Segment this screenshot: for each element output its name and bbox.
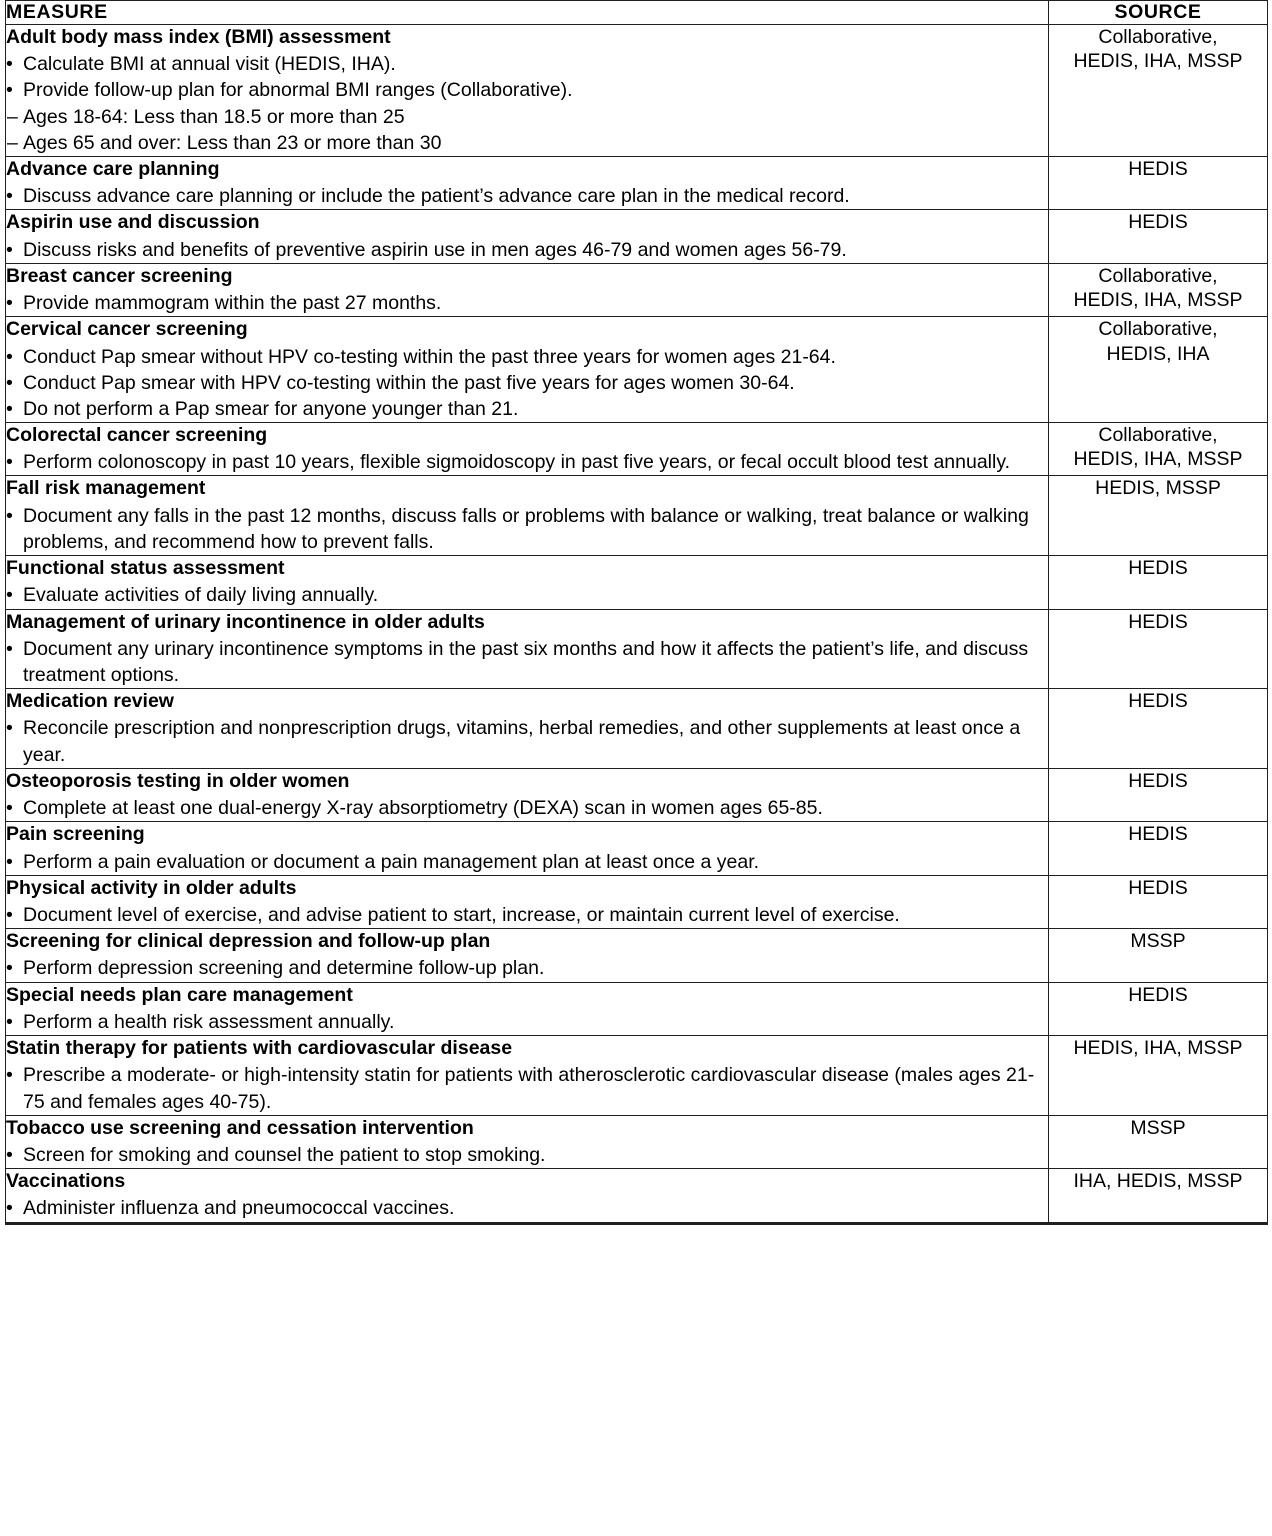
measure-title: Colorectal cancer screening xyxy=(6,423,268,446)
table-header-row xyxy=(6,1,1268,25)
bullet-marker: • xyxy=(6,1143,13,1166)
source-cell xyxy=(1049,263,1268,316)
list-item xyxy=(6,715,1048,767)
list-item xyxy=(6,51,1048,77)
source-cell xyxy=(1049,476,1268,556)
bullet-marker: • xyxy=(6,1197,13,1220)
bullet-marker: • xyxy=(6,903,13,926)
list-item xyxy=(6,1062,1048,1114)
list-item xyxy=(6,902,1048,928)
bullet-marker: • xyxy=(6,451,13,474)
table-row xyxy=(6,768,1268,821)
list-item xyxy=(6,396,1048,422)
table-body xyxy=(6,25,1268,1224)
measure-cell xyxy=(6,982,1049,1035)
measure-detail-list xyxy=(6,290,1048,316)
list-item xyxy=(6,1009,1048,1035)
source-cell xyxy=(1049,317,1268,423)
measure-cell xyxy=(6,768,1049,821)
list-item-text: Provide follow-up plan for abnormal BMI ranges (Collaborative). xyxy=(23,79,573,102)
source-line: HEDIS xyxy=(1128,823,1188,846)
measure-cell xyxy=(6,875,1049,928)
source-line: HEDIS, IHA xyxy=(1106,342,1210,365)
list-item-text: Ages 65 and over: Less than 23 or more than 30 xyxy=(23,131,442,154)
measure-detail-list xyxy=(6,237,1048,263)
measure-title: Medication review xyxy=(6,690,174,713)
measure-detail-list xyxy=(6,1142,1048,1168)
bullet-marker: – xyxy=(7,131,18,154)
source-line: HEDIS xyxy=(1128,690,1188,713)
bullet-marker: • xyxy=(6,717,13,740)
source-line: Collaborative, xyxy=(1098,318,1218,341)
source-cell xyxy=(1049,1169,1268,1223)
measure-cell xyxy=(6,317,1049,423)
bullet-marker: • xyxy=(6,1064,13,1087)
measure-title: Breast cancer screening xyxy=(6,264,233,287)
table-row xyxy=(6,156,1268,209)
measure-cell xyxy=(6,1169,1049,1223)
measure-title: Tobacco use screening and cessation intervention xyxy=(6,1116,474,1139)
list-item-text: Provide mammogram within the past 27 months. xyxy=(23,292,442,315)
measure-detail-list xyxy=(6,1062,1048,1114)
measure-detail-list xyxy=(6,344,1048,422)
source-cell xyxy=(1049,556,1268,609)
measure-title: Special needs plan care management xyxy=(6,983,353,1006)
list-item-text: Calculate BMI at annual visit (HEDIS, IHA). xyxy=(23,53,396,76)
bullet-marker: • xyxy=(6,504,13,527)
source-line: HEDIS, IHA, MSSP xyxy=(1073,1037,1243,1060)
source-line: MSSP xyxy=(1130,1116,1186,1139)
measure-detail-list xyxy=(6,51,1048,156)
measure-title: Vaccinations xyxy=(6,1170,126,1193)
table-row xyxy=(6,609,1268,689)
measure-detail-list xyxy=(6,795,1048,821)
table-row xyxy=(6,556,1268,609)
bullet-marker: • xyxy=(6,371,13,394)
table-row xyxy=(6,982,1268,1035)
source-cell xyxy=(1049,822,1268,875)
table-row xyxy=(6,263,1268,316)
list-item xyxy=(6,449,1048,475)
source-line: Collaborative, xyxy=(1098,26,1218,48)
list-item-text: Perform depression screening and determine follow-up plan. xyxy=(23,957,545,980)
measure-cell xyxy=(6,1115,1049,1168)
list-item-text: Reconcile prescription and nonprescription drugs, vitamins, herbal remedies, and other supplements at least once a year. xyxy=(23,717,1021,766)
bullet-marker: • xyxy=(6,637,13,660)
measure-detail-list xyxy=(6,582,1048,608)
table-row xyxy=(6,875,1268,928)
list-item-text: Prescribe a moderate- or high-intensity statin for patients with atherosclerotic cardiovascular disease (males ages 21-75 and females ages 40-75). xyxy=(23,1064,1035,1113)
table-row xyxy=(6,1115,1268,1168)
source-line: Collaborative, xyxy=(1098,423,1218,446)
bullet-marker: • xyxy=(6,185,13,208)
measure-title: Physical activity in older adults xyxy=(6,876,297,899)
measure-title: Fall risk management xyxy=(6,477,206,500)
table-header xyxy=(6,1,1268,25)
source-line: IHA, HEDIS, MSSP xyxy=(1073,1170,1243,1193)
list-item-text: Do not perform a Pap smear for anyone younger than 21. xyxy=(23,397,519,420)
list-item-text: Perform a health risk assessment annually. xyxy=(23,1010,395,1033)
source-line: HEDIS xyxy=(1128,557,1188,580)
measure-detail-list xyxy=(6,449,1048,475)
list-item xyxy=(6,183,1048,209)
bullet-marker: • xyxy=(6,292,13,315)
bullet-marker: • xyxy=(6,53,13,76)
bullet-marker: • xyxy=(6,79,13,102)
list-item xyxy=(6,849,1048,875)
list-item-text: Administer influenza and pneumococcal vaccines. xyxy=(23,1197,455,1220)
measure-title: Adult body mass index (BMI) assessment xyxy=(6,26,391,48)
list-item-text: Document level of exercise, and advise patient to start, increase, or maintain current level of exercise. xyxy=(23,903,900,926)
bullet-marker: • xyxy=(6,345,13,368)
measure-detail-list xyxy=(6,503,1048,555)
bullet-marker: • xyxy=(6,850,13,873)
measure-cell xyxy=(6,556,1049,609)
measure-title: Cervical cancer screening xyxy=(6,318,248,341)
source-line: Collaborative, xyxy=(1098,264,1218,287)
list-item xyxy=(6,77,1048,103)
bullet-marker: – xyxy=(7,105,18,128)
list-item-text: Document any urinary incontinence symptoms in the past six months and how it affects the patient’s life, and discuss treatment options. xyxy=(23,637,1029,686)
bullet-marker: • xyxy=(6,238,13,261)
bullet-marker: • xyxy=(6,397,13,420)
measure-cell xyxy=(6,422,1049,475)
bullet-marker: • xyxy=(6,584,13,607)
source-cell xyxy=(1049,875,1268,928)
list-item xyxy=(6,1142,1048,1168)
source-line: HEDIS, MSSP xyxy=(1095,477,1221,500)
list-item xyxy=(6,636,1048,688)
list-item-text: Perform colonoscopy in past 10 years, flexible sigmoidoscopy in past five years, or fecal occult blood test annually. xyxy=(23,451,1011,474)
source-cell xyxy=(1049,1115,1268,1168)
bullet-marker: • xyxy=(6,1010,13,1033)
measure-cell xyxy=(6,822,1049,875)
list-item xyxy=(6,1195,1048,1221)
source-line: HEDIS xyxy=(1128,983,1188,1006)
source-cell xyxy=(1049,156,1268,209)
source-cell xyxy=(1049,929,1268,982)
table-row xyxy=(6,1169,1268,1223)
column-header-source: SOURCE xyxy=(1049,1,1268,25)
list-item xyxy=(6,290,1048,316)
source-line: HEDIS, IHA, MSSP xyxy=(1073,50,1243,73)
source-cell xyxy=(1049,609,1268,689)
source-line: MSSP xyxy=(1130,930,1186,953)
source-cell xyxy=(1049,210,1268,263)
source-line: HEDIS, IHA, MSSP xyxy=(1073,289,1243,312)
measure-cell xyxy=(6,609,1049,689)
measure-cell xyxy=(6,210,1049,263)
list-item-text: Perform a pain evaluation or document a pain management plan at least once a year. xyxy=(23,850,760,873)
measure-title: Management of urinary incontinence in older adults xyxy=(6,610,485,633)
list-item-text: Conduct Pap smear without HPV co-testing within the past three years for women ages 21-64. xyxy=(23,345,836,368)
table-row xyxy=(6,210,1268,263)
bullet-marker: • xyxy=(6,797,13,820)
table-row xyxy=(6,476,1268,556)
measure-cell xyxy=(6,476,1049,556)
list-item xyxy=(6,237,1048,263)
source-cell xyxy=(1049,25,1268,157)
bullet-marker: • xyxy=(6,957,13,980)
list-item-text: Complete at least one dual-energy X-ray absorptiometry (DEXA) scan in women ages 65-85. xyxy=(23,797,823,820)
list-item xyxy=(6,130,1048,156)
list-item-text: Screen for smoking and counsel the patient to stop smoking. xyxy=(23,1143,546,1166)
table-row xyxy=(6,822,1268,875)
table-row xyxy=(6,929,1268,982)
measure-title: Aspirin use and discussion xyxy=(6,211,260,234)
source-line: HEDIS xyxy=(1128,876,1188,899)
list-item xyxy=(6,370,1048,396)
source-line: HEDIS xyxy=(1128,610,1188,633)
source-cell xyxy=(1049,689,1268,769)
list-item xyxy=(6,955,1048,981)
measure-cell xyxy=(6,263,1049,316)
list-item-text: Conduct Pap smear with HPV co-testing within the past five years for ages women 30-64. xyxy=(23,371,795,394)
measure-detail-list xyxy=(6,849,1048,875)
list-item xyxy=(6,104,1048,130)
source-line: HEDIS xyxy=(1128,157,1188,180)
list-item xyxy=(6,503,1048,555)
table-row xyxy=(6,422,1268,475)
table-row xyxy=(6,25,1268,157)
source-line: HEDIS xyxy=(1128,211,1188,234)
measure-title: Functional status assessment xyxy=(6,557,285,580)
measure-detail-list xyxy=(6,902,1048,928)
measures-table xyxy=(5,0,1268,1225)
measure-detail-list xyxy=(6,183,1048,209)
measure-cell xyxy=(6,689,1049,769)
measure-title: Statin therapy for patients with cardiovascular disease xyxy=(6,1037,513,1060)
measure-title: Pain screening xyxy=(6,823,145,846)
measure-detail-list xyxy=(6,636,1048,688)
measure-cell xyxy=(6,156,1049,209)
table-row xyxy=(6,1036,1268,1116)
measure-title: Advance care planning xyxy=(6,157,220,180)
list-item-text: Evaluate activities of daily living annually. xyxy=(23,584,379,607)
list-item-text: Discuss advance care planning or include the patient’s advance care plan in the medical record. xyxy=(23,185,850,208)
list-item xyxy=(6,795,1048,821)
source-cell xyxy=(1049,1036,1268,1116)
list-item-text: Ages 18-64: Less than 18.5 or more than 25 xyxy=(23,105,405,128)
list-item xyxy=(6,582,1048,608)
source-line: HEDIS, IHA, MSSP xyxy=(1073,448,1243,471)
list-item xyxy=(6,344,1048,370)
source-cell xyxy=(1049,768,1268,821)
table-row xyxy=(6,317,1268,423)
measure-detail-list xyxy=(6,715,1048,767)
measure-detail-list xyxy=(6,1195,1048,1221)
measure-cell xyxy=(6,929,1049,982)
source-line: HEDIS xyxy=(1128,769,1188,792)
measure-cell xyxy=(6,25,1049,157)
measure-detail-list xyxy=(6,955,1048,981)
table-row xyxy=(6,689,1268,769)
column-header-measure: MEASURE xyxy=(6,1,1049,25)
source-cell xyxy=(1049,422,1268,475)
list-item-text: Document any falls in the past 12 months, discuss falls or problems with balance or walking, treat balance or walking problems, and recommend how to prevent falls. xyxy=(23,504,1029,553)
source-cell xyxy=(1049,982,1268,1035)
measure-title: Screening for clinical depression and follow-up plan xyxy=(6,930,491,953)
measure-title: Osteoporosis testing in older women xyxy=(6,769,350,792)
measure-detail-list xyxy=(6,1009,1048,1035)
list-item-text: Discuss risks and benefits of preventive aspirin use in men ages 46-79 and women ages 56-79. xyxy=(23,238,847,261)
measure-cell xyxy=(6,1036,1049,1116)
